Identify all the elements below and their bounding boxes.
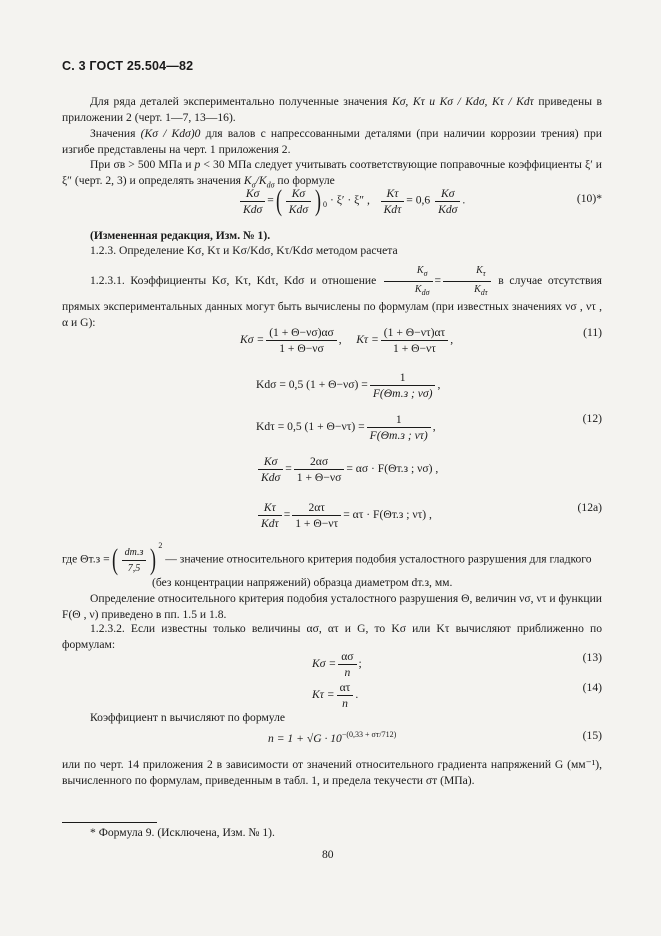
- section-1-2-3: 1.2.3. Определение Kσ, Kτ и Kσ/Kdσ, Kτ/Kdσ методом расчета: [90, 244, 398, 257]
- formula-12a-number: (12a): [577, 501, 602, 514]
- footnote-divider: [62, 822, 157, 823]
- formula-11: Kσ = $\frac{(1 + \Theta-\nu\sigma)\alpha\sigma}{1 + \Theta-\nu\sigma}$ , Kτ = $\frac{(1 + \Theta-\nu\tau)\alpha\tau}{1 + \Theta-\nu\tau}$ ,: [240, 326, 454, 355]
- formula-12-kd-sigma: Kdσ = 0,5 (1 + Θ−νσ) = $\frac{1}{F(\Theta т.з ; \nu\sigma)}$ ,: [256, 371, 441, 400]
- formula-12a-tau: $\frac{K\tau}{\text{Kdτ}}$ = $\frac{2\alpha\tau}{1 + \Theta-\nu\tau}$ = ατ · F(Θт.з ; ντ) ,: [256, 501, 432, 530]
- paragraph-3: При σв > 500 МПа и p < 30 МПа следует учитывать соответствующие поправочные коэффициенты ξ′ и ξ″ (черт. 2, 3) и определять значения $K_\sigma/K_{d\sigma}$ по формуле: [62, 158, 603, 189]
- formula-13: Kσ = $\frac{\alpha\sigma}{n}$ ;: [312, 650, 362, 679]
- formula-12-kd-tau: Kdτ = 0,5 (1 + Θ−ντ) = $\frac{1}{F(\Theta т.з ; \nu\tau)}$ ,: [256, 413, 436, 442]
- where-clause: где Θт.з =( $\frac{dт.з}{7,5}$ ) $^2$ — значение относительного критерия подобия усталостного разрушения для гладкого: [62, 540, 592, 576]
- paragraph-last: или по черт. 14 приложения 2 в зависимости от значений относительного градиента напряжений G (мм⁻¹), вычисленного по формулам, приведенным в табл. 1, и предела текучести σт (МПа).: [62, 758, 602, 787]
- formula-11-number: (11): [583, 326, 602, 339]
- formula-15-number: (15): [582, 729, 602, 742]
- page-number: 80: [322, 848, 334, 861]
- formula-10-number: (10)*: [576, 192, 602, 205]
- paragraph-1: Для ряда деталей экспериментально полученные значения Kσ, Kτ и Kσ / Kdσ, Kτ / Kdτ приведены в приложении 2 (черт. 1—7, 13—16).: [62, 95, 602, 124]
- formula-14-number: (14): [582, 681, 602, 694]
- where-clause-cont: (без концентрации напряжений) образца диаметром dт.з, мм.: [152, 576, 453, 589]
- paragraph-definition: Определение относительного критерия подобия усталостного разрушения Θ, величин νσ, ντ и функции F(Θ , ν) приведено в пп. 1.5 и 1.8.: [62, 592, 602, 621]
- paragraph-2: Значения (Kσ / Kdσ)0 для валов с напрессованными деталями (при наличии коррозии трения) при изгибе представлены на черт. 1 приложения 2.: [62, 127, 602, 156]
- formula-10: $\frac{K\sigma}{\text{Kdσ}}$ =( $\frac{K\sigma}{\text{Kdσ}}$ ) $_0$ · ξ′ · ξ″ , $\frac{K\tau}{\text{Kdτ}}$ = 0,6 $\frac{K\sigma}{\text{Kdσ}}$ .: [238, 186, 465, 216]
- formula-15: $n = 1 + √G \cdot 10^{-(0,33 + \sigma т/712)}$: [268, 730, 397, 745]
- formula-12a-sigma: $\frac{K\sigma}{\text{Kdσ}}$ = $\frac{2\alpha\sigma}{1 + \Theta-\nu\sigma}$ = ασ · F(Θт.з ; νσ) ,: [256, 455, 438, 484]
- formula-12-number: (12): [582, 412, 602, 425]
- formula-13-number: (13): [582, 651, 602, 664]
- footnote: * Формула 9. (Исключена, Изм. № 1).: [90, 826, 275, 839]
- section-1-2-3-2: 1.2.3.2. Если известны только величины ασ, ατ и G, то Kσ или Kτ вычисляют приближенно по формулам:: [62, 622, 602, 651]
- paragraph-coefficient: Коэффициент n вычисляют по формуле: [90, 711, 286, 724]
- formula-14: Kτ = $\frac{\alpha\tau}{n}$ .: [312, 681, 359, 710]
- page-header: С. 3 ГОСТ 25.504—82: [62, 59, 194, 73]
- section-1-2-3-1: 1.2.3.1. Коэффициенты Kσ, Kτ, Kdτ, Kdσ и отношение $\frac{K_\sigma}{K_{d\sigma}}$ = $\frac{K_\tau}{K_{d\tau}}$ в случае отсутствия прямых экспериментальных данных могут быть вычислены по формулам (при известных значениях νσ , ντ , α и G):: [62, 265, 602, 329]
- amendment-note: (Измененная редакция, Изм. № 1).: [90, 229, 271, 242]
